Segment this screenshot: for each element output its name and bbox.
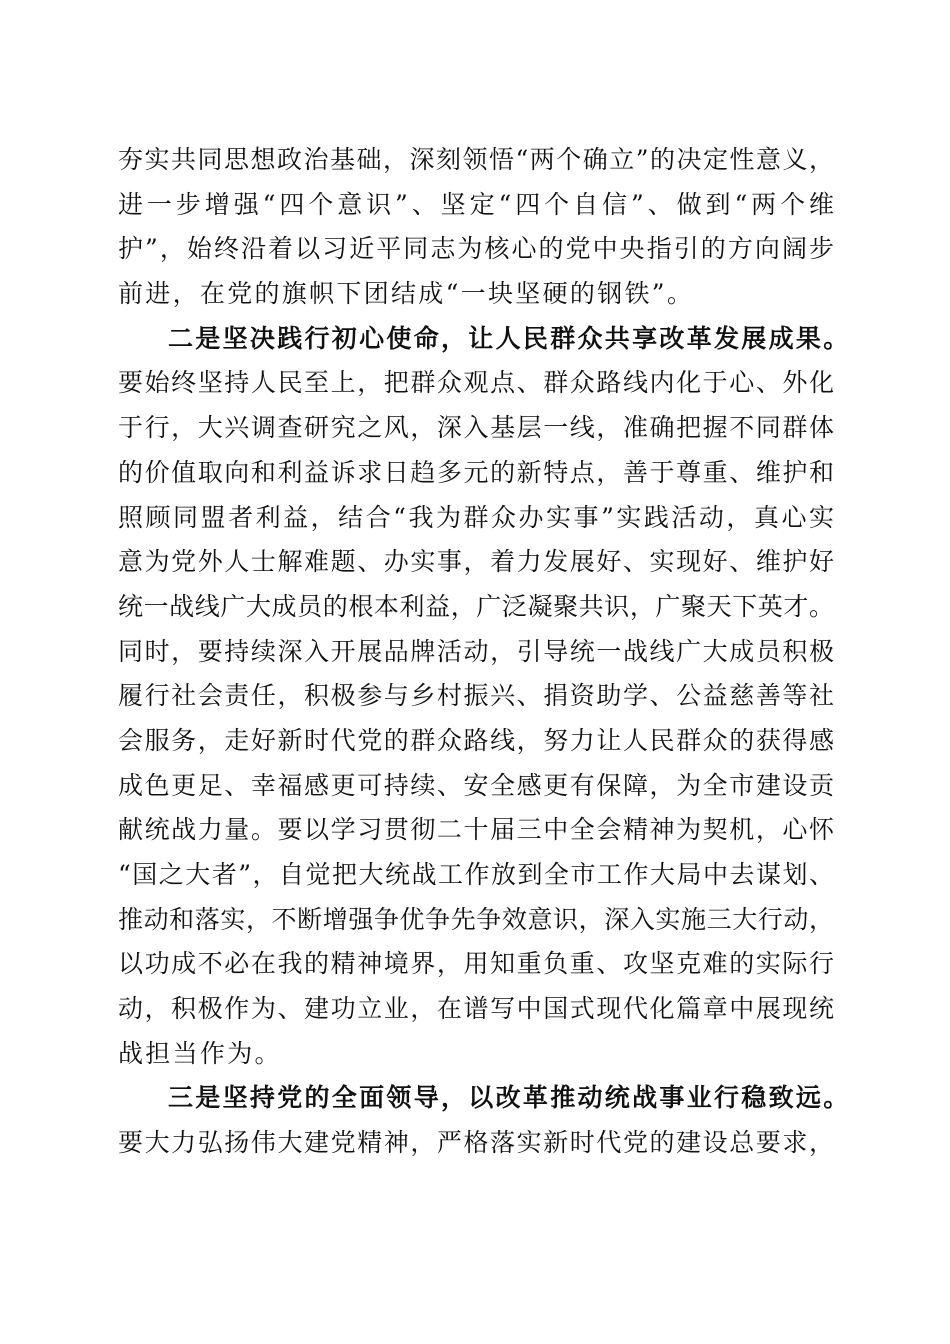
paragraph-3 [118,1076,851,1165]
text-line: 于行，大兴调查研究之风，深入基层一线，准确把握不同群体 [118,413,834,443]
text-line: 进一步增强“四个意识”、坚定“四个自信”、做到“两个维 [118,189,834,219]
text-line: 要大力弘扬伟大建党精神，严格落实新时代党的建设总要求， [118,1128,834,1158]
text-line: 献统战力量。要以学习贯彻二十届三中全会精神为契机，心怀 [118,815,834,845]
text-line: 夯实共同思想政治基础，深刻领悟“两个确立”的决定性意义， [118,145,834,174]
text-line: 的价值取向和利益诉求日趋多元的新特点，善于尊重、维护和 [118,457,834,487]
text-line: 前进，在党的旗帜下团结成“一块坚硬的钢铁”。 [118,279,695,309]
text-line: 动，积极作为、建功立业，在谱写中国式现代化篇章中展现统 [118,994,834,1024]
text-line: 战担当作为。 [118,1038,282,1068]
text-line: 推动和落实，不断增强争优争先争效意识，深入实施三大行动， [118,904,834,934]
text-line: 会服务，走好新时代党的群众路线，努力让人民群众的获得感 [118,725,834,755]
paragraph-2 [118,317,851,1077]
text-line: “国之大者”，自觉把大统战工作放到全市工作大局中去谋划、 [118,860,834,889]
text-line: 要始终坚持人民至上，把群众观点、群众路线内化于心、外化 [118,368,834,398]
text-line: 护”，始终沿着以习近平同志为核心的党中央指引的方向阔步 [118,234,834,264]
text-line: 意为党外人士解难题、办实事，着力发展好、实现好、维护好 [118,547,834,577]
text-line: 同时，要持续深入开展品牌活动，引导统一战线广大成员积极 [118,636,834,666]
paragraph-heading: 三是坚持党的全面领导，以改革推动统战事业行稳致远。 [168,1083,851,1113]
paragraph-1 [118,138,834,317]
text-line: 照顾同盟者利益，结合“我为群众办实事”实践活动，真心实 [118,502,834,532]
document-body [118,138,851,1166]
text-line: 以功成不必在我的精神境界，用知重负重、攻坚克难的实际行 [118,949,834,979]
text-line: 成色更足、幸福感更可持续、安全感更有保障，为全市建设贡 [118,770,834,800]
text-line: 统一战线广大成员的根本利益，广泛凝聚共识，广聚天下英才。 [118,591,834,621]
text-line: 履行社会责任，积极参与乡村振兴、捐资助学、公益慈善等社 [118,681,834,711]
paragraph-heading: 二是坚决践行初心使命，让人民群众共享改革发展成果。 [168,323,851,353]
